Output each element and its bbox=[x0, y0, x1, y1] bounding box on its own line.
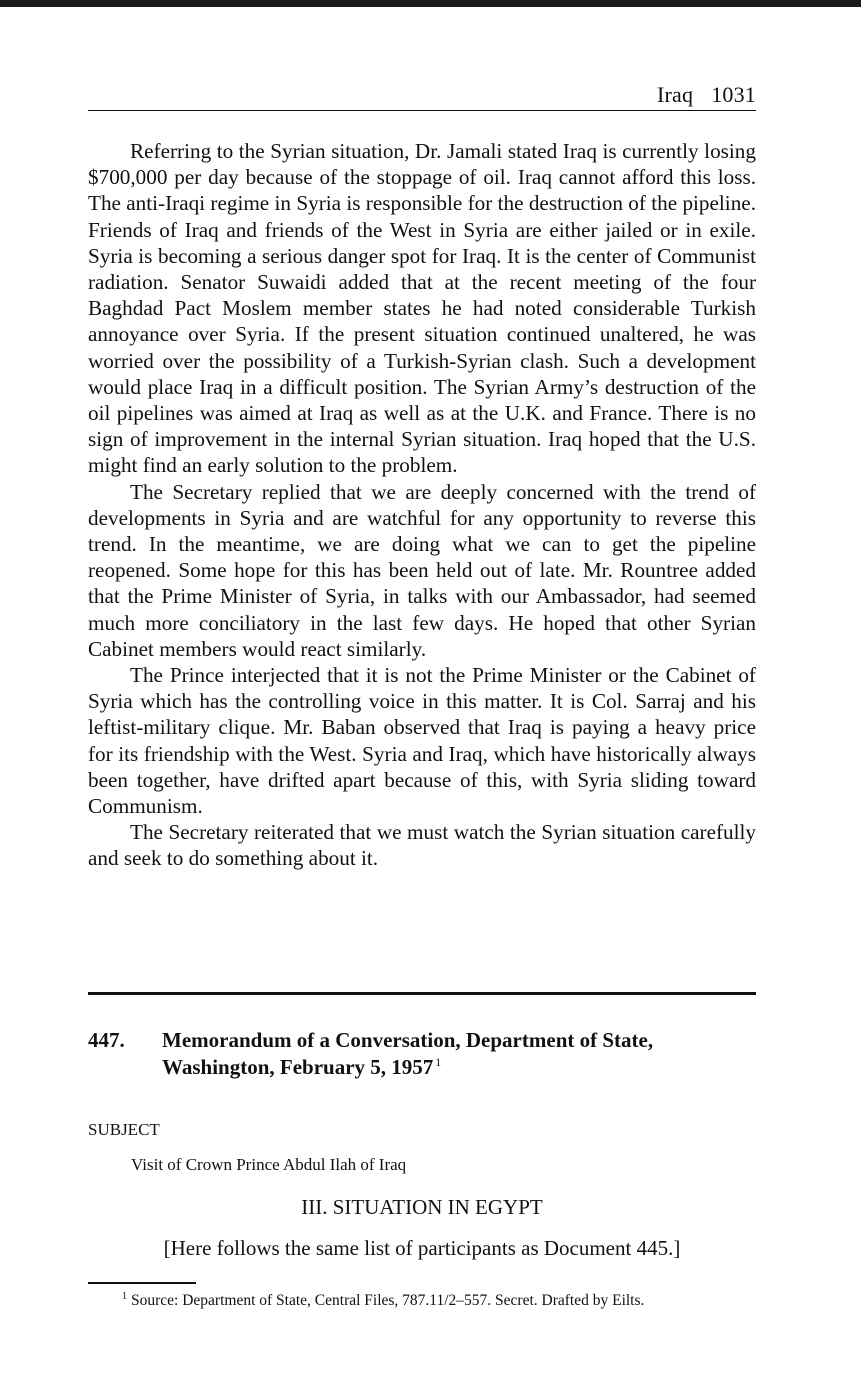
body-text bbox=[88, 138, 756, 872]
running-head-section: Iraq bbox=[656, 82, 694, 107]
footnote bbox=[122, 1292, 644, 1310]
paragraph-secretary-reiteration: The Secretary reiterated that we must watch the Syrian situation carefully and seek to do something about it. bbox=[88, 820, 756, 871]
document-title-line-1: Memorandum of a Conversation, Department of State, bbox=[162, 1028, 654, 1052]
page-content bbox=[88, 80, 756, 872]
running-head bbox=[88, 80, 756, 111]
document-title-line-2-text: Washington, February 5, 1957 bbox=[162, 1055, 434, 1079]
editor-note: [Here follows the same list of participants as Document 445.] bbox=[163, 1236, 681, 1260]
subject-text: Visit of Crown Prince Abdul Ilah of Iraq bbox=[131, 1155, 407, 1174]
paragraph-secretary-reply: The Secretary replied that we are deeply concerned with the trend of developments in Syria and are watchful for any opportunity to reverse this trend. In the meantime, we are doing what we can to get the pipeline reopened. Some hope for this has been held out of late. Mr. Rountree added that the Prime Minister of Syria, in talks with our Ambassador, had seemed much more conciliatory in the last few days. He hoped that other Syrian Cabinet members would react similarly. bbox=[88, 479, 756, 661]
paragraph-prince-interjection: The Prince interjected that it is not the Prime Minister or the Cabinet of Syria which has the controlling voice in this matter. It is Col. Sarraj and his leftist-military clique. Mr. Baban observed that Iraq is paying a heavy price for its friendship with the West. Syria and Iraq, which have historically always been together, have drifted apart because of this, with Syria sliding toward Communism. bbox=[88, 663, 756, 819]
document-separator-rule bbox=[88, 992, 756, 995]
footnote-rule bbox=[88, 1282, 196, 1284]
section-title: III. SITUATION IN EGYPT bbox=[301, 1195, 543, 1219]
subject-label: SUBJECT bbox=[88, 1120, 160, 1139]
page-number: 1031 bbox=[711, 82, 756, 107]
document-heading bbox=[88, 1027, 756, 1081]
footnote-reference: 1 bbox=[435, 1055, 442, 1069]
document-title-line-2 bbox=[162, 1054, 756, 1081]
running-head-text bbox=[657, 82, 756, 108]
footnote-marker: 1 bbox=[122, 1290, 127, 1302]
document-number: 447. bbox=[88, 1028, 125, 1052]
footnote-text: Source: Department of State, Central Files, 787.11/2–557. Secret. Drafted by Eilts. bbox=[131, 1292, 645, 1309]
page-top-border bbox=[0, 0, 861, 7]
paragraph-syrian-situation: Referring to the Syrian situation, Dr. Jamali stated Iraq is currently losing $700,000 per day because of the stoppage of oil. Iraq cannot afford this loss. The anti-Iraqi regime in Syria is responsible for the destruction of the pipeline. Friends of Iraq and friends of the West in Syria are either jailed or in exile. Syria is becoming a serious danger spot for Iraq. It is the center of Communist radiation. Senator Suwaidi added that at the recent meeting of the four Baghdad Pact Moslem member states he had noted considerable Turkish annoyance over Syria. If the present situation continued unaltered, he was worried over the possibility of a Turkish-Syrian clash. Such a development would place Iraq in a difficult position. The Syrian Army’s destruction of the oil pipelines was aimed at Iraq as well as at the U.K. and France. There is no sign of improvement in the internal Syrian situation. Iraq hoped that the U.S. might find an early solution to the problem. bbox=[88, 139, 756, 478]
